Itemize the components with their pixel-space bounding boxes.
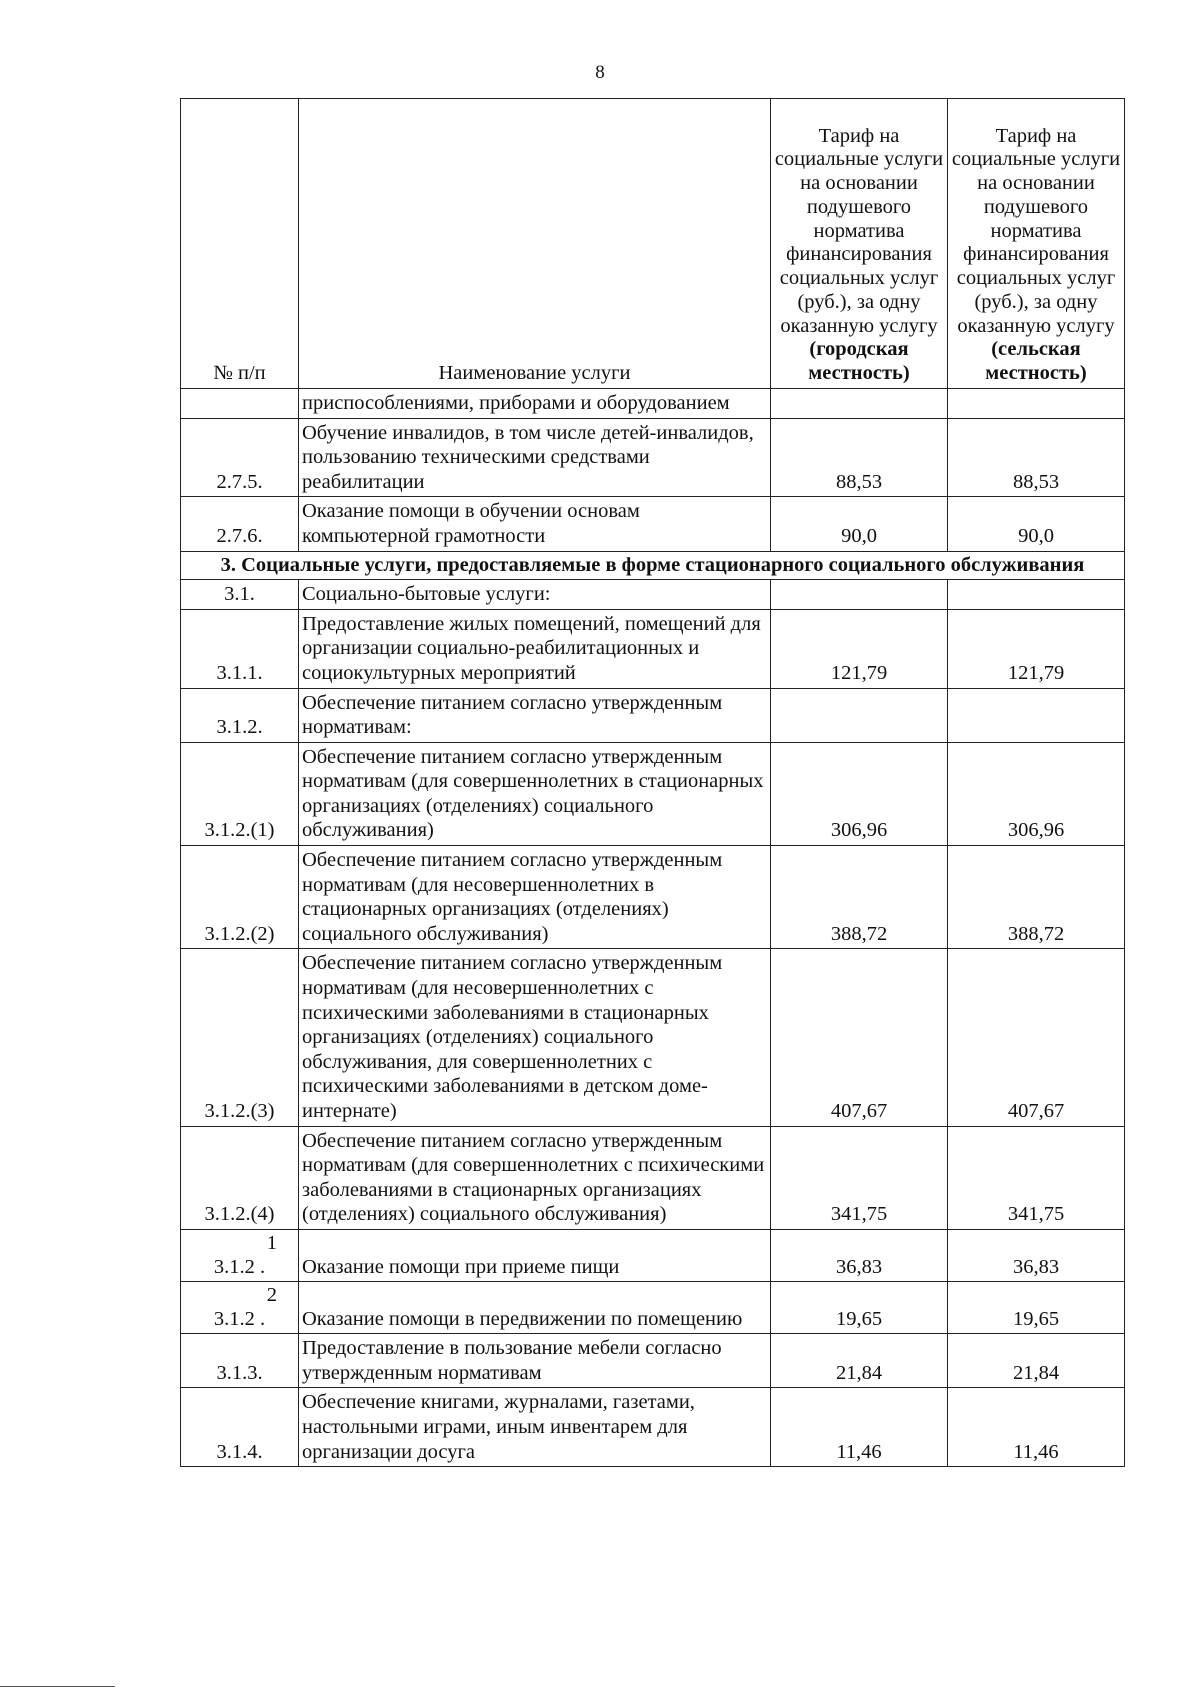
row-number: 3.1.3. [181,1334,299,1388]
row-number-superscript: 1 [266,1231,277,1254]
row-service-name: Обеспечение книгами, журналами, газетами, настольными играми, иным инвентарем для организации досуга [299,1388,771,1467]
row-tariff-urban: 19,65 [771,1282,948,1334]
header-urban-label: (городская местность) [808,338,910,385]
row-number: 3.1.4. [181,1388,299,1467]
row-number: 3.1.2. [181,688,299,742]
table-row [181,742,1125,845]
row-number: 3.1.2 . [213,1307,266,1330]
row-service-name: Обеспечение питанием согласно утвержденным нормативам (для совершеннолетних с психическими заболеваниями в стационарных организациях (отделениях) социального обслуживания) [299,1126,771,1229]
header-tariff-urban [771,99,948,389]
row-tariff-rural [948,688,1125,742]
header-service-name: Наименование услуги [299,99,771,389]
row-tariff-rural: 36,83 [948,1229,1125,1281]
table-row [181,1126,1125,1229]
header-rural-label: (сельская местность) [985,338,1087,385]
row-number: 3.1.1. [181,609,299,688]
row-tariff-urban: 121,79 [771,609,948,688]
row-number: 3.1.2.(2) [181,846,299,949]
header-number: № п/п [181,99,299,389]
table-row [181,846,1125,949]
table-row [181,418,1125,497]
row-tariff-rural [948,580,1125,610]
table-row [181,688,1125,742]
row-service-name: Обеспечение питанием согласно утвержденным нормативам (для несовершеннолетних в стационарных организациях (отделениях) социального обслуживания) [299,846,771,949]
row-number: 2.7.5. [181,418,299,497]
row-service-name: Оказание помощи при приеме пищи [299,1229,771,1281]
page-footer-rule [0,1686,115,1687]
row-service-name: Обеспечение питанием согласно утвержденным нормативам (для несовершеннолетних с психическими заболеваниями в стационарных организациях (отделениях) социального обслуживания, для совершеннолетних с психическими заболеваниями в детском доме-интернате) [299,949,771,1126]
row-tariff-rural: 306,96 [948,742,1125,845]
row-service-name: Предоставление жилых помещений, помещений для организации социально-реабилитационных и социокультурных мероприятий [299,609,771,688]
row-tariff-rural: 88,53 [948,418,1125,497]
tariff-table [180,98,1125,1467]
row-service-name: Предоставление в пользование мебели согласно утвержденным нормативам [299,1334,771,1388]
row-tariff-urban: 407,67 [771,949,948,1126]
row-number: 3.1.2.(3) [181,949,299,1126]
table-header-row [181,99,1125,389]
header-tariff-text: Тариф на социальные услуги на основании подушевого норматива финансирования социальных услуг (руб.), за одну оказанную услугу [951,124,1121,337]
row-tariff-urban: 36,83 [771,1229,948,1281]
table-row [181,580,1125,610]
row-tariff-rural [948,389,1125,419]
row-number: 3.1. [181,580,299,610]
row-number: 3.1.2.(4) [181,1126,299,1229]
table-row [181,1388,1125,1467]
row-tariff-rural: 11,46 [948,1388,1125,1467]
row-tariff-rural: 21,84 [948,1334,1125,1388]
row-tariff-urban [771,580,948,610]
header-tariff-text: Тариф на социальные услуги на основании подушевого норматива финансирования социальных услуг (руб.), за одну оказанную услугу [774,124,944,337]
header-tariff-rural [948,99,1125,389]
section-3-title: 3. Социальные услуги, предоставляемые в форме стационарного социального обслуживания [181,551,1125,580]
row-service-name: Обучение инвалидов, в том числе детей-инвалидов, пользованию техническими средствами реабилитации [299,418,771,497]
table-row [181,1282,1125,1334]
row-number-cell [181,1282,299,1334]
row-tariff-rural: 90,0 [948,497,1125,551]
row-number-superscript: 2 [266,1284,277,1307]
row-service-name: приспособлениями, приборами и оборудованием [299,389,771,419]
row-tariff-urban: 88,53 [771,418,948,497]
row-tariff-urban: 90,0 [771,497,948,551]
row-tariff-urban: 21,84 [771,1334,948,1388]
row-service-name: Оказание помощи в обучении основам компьютерной грамотности [299,497,771,551]
row-tariff-urban: 341,75 [771,1126,948,1229]
row-tariff-rural: 388,72 [948,846,1125,949]
table-row [181,389,1125,419]
row-service-name: Обеспечение питанием согласно утвержденным нормативам: [299,688,771,742]
table-row [181,949,1125,1126]
table-row [181,497,1125,551]
table-row [181,1334,1125,1388]
row-tariff-urban: 388,72 [771,846,948,949]
table-row [181,609,1125,688]
row-service-name: Обеспечение питанием согласно утвержденным нормативам (для совершеннолетних в стационарных организациях (отделениях) социального обслуживания) [299,742,771,845]
section-row [181,551,1125,580]
page-number: 8 [595,62,605,83]
row-number-cell [181,1229,299,1281]
row-tariff-rural: 121,79 [948,609,1125,688]
row-tariff-rural: 341,75 [948,1126,1125,1229]
row-service-name: Социально-бытовые услуги: [299,580,771,610]
row-tariff-urban [771,389,948,419]
row-number [181,389,299,419]
table-row [181,1229,1125,1281]
row-tariff-urban [771,688,948,742]
row-tariff-urban: 11,46 [771,1388,948,1467]
row-number: 2.7.6. [181,497,299,551]
row-tariff-urban: 306,96 [771,742,948,845]
row-number: 3.1.2.(1) [181,742,299,845]
row-tariff-rural: 407,67 [948,949,1125,1126]
row-tariff-rural: 19,65 [948,1282,1125,1334]
row-number: 3.1.2 . [213,1255,266,1278]
row-service-name: Оказание помощи в передвижении по помещению [299,1282,771,1334]
